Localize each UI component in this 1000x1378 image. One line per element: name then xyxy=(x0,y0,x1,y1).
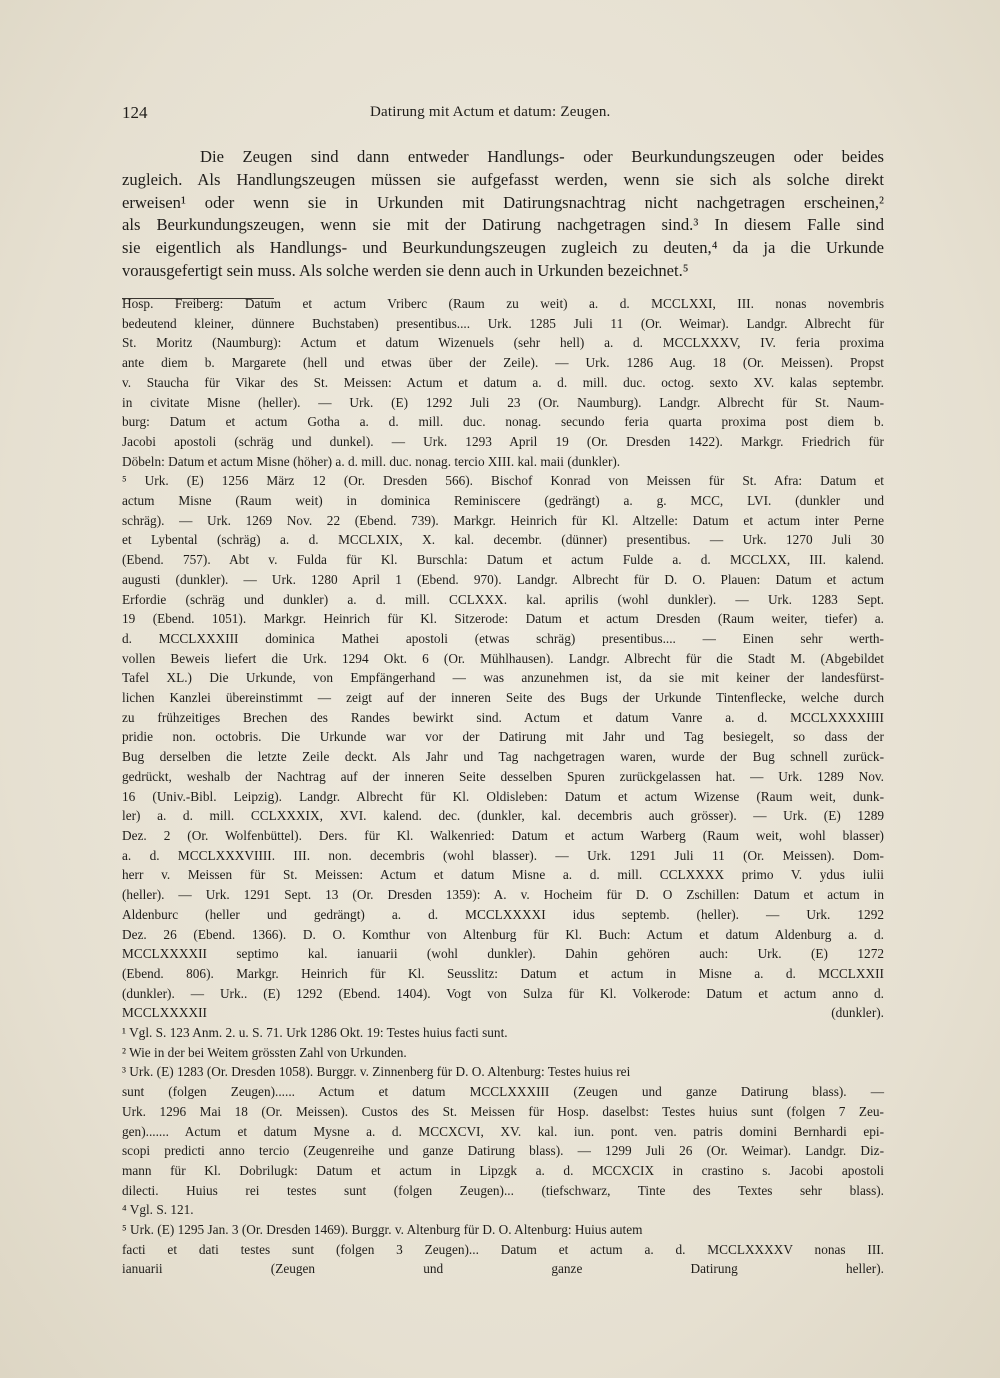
body-line: vorausgefertigt sein muss. Als solche werden sie denn auch in Urkunden bezeichnet.⁵ xyxy=(122,260,689,280)
footnote-line: ⁵ Urk. (E) 1256 März 12 (Or. Dresden 566). Bischof Konrad von Meissen für St. Afra: Datum et xyxy=(122,473,884,489)
footnote-line: ante diem b. Margarete (hell und etwas über der Zeile). — Urk. 1286 Aug. 18 (Or. Meissen). Propst xyxy=(122,355,884,371)
page-number: 124 xyxy=(122,103,148,122)
footnote-line: scopi predicti anno tercio (Zeugenreihe und ganze Datirung blass). — 1299 Juli 26 (Or. Weimar). Landgr. Diz- xyxy=(122,1143,884,1159)
footnote-line: ⁴ Vgl. S. 121. xyxy=(122,1202,194,1218)
footnote-line: 19 (Ebend. 1051). Markgr. Heinrich für Kl. Sitzerode: Datum et actum Dresden (Raum weiter, tiefer) a. xyxy=(122,611,884,627)
footnote-line: sunt (folgen Zeugen)...... Actum et datum MCCLXXXIII (Zeugen und ganze Datirung blass). — xyxy=(122,1084,884,1100)
footnote-line: schräg). — Urk. 1269 Nov. 22 (Ebend. 739). Markgr. Heinrich für Kl. Altzelle: Datum et actum inter Perne xyxy=(122,512,884,528)
main-paragraph xyxy=(122,146,884,283)
footnote-line: Aldenburc (heller und gedrängt) a. d. MCCLXXXXI idus septemb. (heller). — Urk. 1292 xyxy=(122,906,884,922)
body-line: zugleich. Als Handlungszeugen müssen sie aufgefasst werden, wenn sie sich als solche direkt xyxy=(122,169,884,189)
footnote-line: 16 (Univ.-Bibl. Leipzig). Landgr. Albrecht für Kl. Oldisleben: Datum et actum Wizense (Raum weit, dunk- xyxy=(122,788,884,804)
footnotes xyxy=(122,294,884,1279)
footnote-line: lichen Kanzlei übereinstimmt — zeigt auf der inneren Seite des Bugs der Urkunde Tintenflecke, welche durch xyxy=(122,690,884,706)
footnote-line: Urk. 1296 Mai 18 (Or. Meissen). Custos des St. Meissen für Hosp. daselbst: Testes huius sunt (folgen 7 Zeu- xyxy=(122,1103,884,1119)
footnote-line: ² Wie in der bei Weitem grössten Zahl von Urkunden. xyxy=(122,1044,407,1060)
footnote-line: MCCLXXXXII septimo kal. ianuarii (wohl dunkler). Dahin gehören auch: Urk. (E) 1272 xyxy=(122,946,884,962)
footnote-line: burg: Datum et actum Gotha a. d. mill. duc. nonag. secundo feria quarta proxima post diem b. xyxy=(122,414,884,430)
footnote-line: Jacobi apostoli (schräg und dunkel). — Urk. 1293 April 19 (Or. Dresden 1422). Markgr. Friedrich für xyxy=(122,433,884,449)
footnote-line: facti et dati testes sunt (folgen 3 Zeugen)... Datum et actum a. d. MCCLXXXXV nonas III. xyxy=(122,1241,884,1257)
running-title: Datirung mit Actum et datum: Zeugen. xyxy=(370,104,611,120)
footnote-line: d. MCCLXXXIII dominica Mathei apostoli (etwas schräg) presentibus.... — Einen sehr werth- xyxy=(122,630,884,646)
footnote-line: actum Misne (Raum weit) in dominica Reminiscere (gedrängt) a. g. MCC, LVI. (dunkler und xyxy=(122,493,884,509)
footnote-line: gedrückt, weshalb der Nachtrag auf der inneren Seite desselben Spuren zurückgelassen hat. — Urk. 1289 Nov. xyxy=(122,768,884,784)
footnote-line: Dez. 26 (Ebend. 1366). D. O. Komthur von Altenburg für Kl. Buch: Actum et datum Aldenburg a. d. xyxy=(122,926,884,942)
footnote-line: Hosp. Freiberg: Datum et actum Vriberc (Raum zu weit) a. d. MCCLXXI, III. nonas novembris xyxy=(122,296,884,311)
footnote-line: Döbeln: Datum et actum Misne (höher) a. d. mill. duc. nonag. tercio XIII. kal. maii (dunkler). xyxy=(122,453,621,469)
body-line: Die Zeugen sind dann entweder Handlungs- oder Beurkundungszeugen oder beides xyxy=(200,147,884,166)
body-line: erweisen¹ oder wenn sie in Urkunden mit Datirungsnachtrag nicht nachgetragen erscheinen,² xyxy=(122,192,884,212)
footnote-line: mann für Kl. Dobrilugk: Datum et actum in Lipzgk a. d. MCCXCIX in crastino s. Jacobi apostoli xyxy=(122,1162,884,1178)
footnote-line: gen)....... Actum et datum Mysne a. d. MCCXCVI, XV. kal. iun. pont. ven. patris domini Bernhardi epi- xyxy=(122,1123,884,1139)
footnote-line: zu frühzeitiges Brechen des Randes bewirkt sind. Actum et datum Vanre a. d. MCCLXXXXIIII xyxy=(122,709,884,725)
footnote-line: Bug derselben die letzte Zeile deckt. Als Jahr und Tag nachgetragen waren, wurde der Bug schnell zurück- xyxy=(122,749,884,765)
footnote-line: ³ Urk. (E) 1283 (Or. Dresden 1058). Burggr. v. Zinnenberg für D. O. Altenburg: Testes huius rei xyxy=(122,1064,631,1080)
footnote-line: bedeutend kleiner, dünnere Buchstaben) presentibus.... Urk. 1285 Juli 11 (Or. Weimar). Landgr. Albrecht für xyxy=(122,315,884,331)
footnote-line: ler) a. d. mill. CCLXXXIX, XVI. kalend. dec. (dunkler, kal. decembris auch grösser). — Urk. (E) 1289 xyxy=(122,808,884,824)
footnote-line: (dunkler). — Urk.. (E) 1292 (Ebend. 1404). Vogt von Sulza für Kl. Volkerode: Datum et actum anno d. xyxy=(122,985,884,1001)
footnote-line: Erfordie (schräg und dunkler) a. d. mill. CCLXXX. kal. aprilis (wohl dunkler). — Urk. 1283 Sept. xyxy=(122,591,884,607)
footnote-line: ianuarii (Zeugen und ganze Datirung heller). xyxy=(122,1261,884,1277)
footnote-line: (Ebend. 757). Abt v. Fulda für Kl. Burschla: Datum et actum Fulde a. d. MCCLXX, III. kalend. xyxy=(122,552,884,568)
footnote-line: MCCLXXXXII (dunkler). xyxy=(122,1005,884,1021)
footnote-line: augusti (dunkler). — Urk. 1280 April 1 (Ebend. 970). Landgr. Albrecht für D. O. Plauen: Datum et actum xyxy=(122,571,884,587)
page-header xyxy=(122,103,884,123)
footnote-line: in civitate Misne (heller). — Urk. (E) 1292 Juli 23 (Or. Naumburg). Landgr. Albrecht für St. Naum- xyxy=(122,394,884,410)
footnote-line: Dez. 2 (Or. Wolfenbüttel). Ders. für Kl. Walkenried: Datum et actum Warberg (Raum weit, wohl blasser) xyxy=(122,827,884,843)
body-line: sie eigentlich als Handlungs- und Beurkundungszeugen zugleich zu deuten,⁴ da ja die Urkunde xyxy=(122,238,884,258)
footnote-line: v. Staucha für Vikar des St. Meissen: Actum et datum a. d. mill. duc. octog. sexto XV. kalas septembr. xyxy=(122,374,884,390)
footnote-line: (heller). — Urk. 1291 Sept. 13 (Or. Dresden 1359): A. v. Hocheim für D. O Zschillen: Datum et actum in xyxy=(122,887,884,903)
footnote-line: herr v. Meissen für St. Meissen: Actum et datum Misne a. d. mill. CCLXXXX primo V. ydus iulii xyxy=(122,867,884,883)
footnote-line: Tafel XL.) Die Urkunde, von Empfängerhand — was anzunehmen ist, da sie mit keiner der landesfürst- xyxy=(122,670,884,686)
footnote-line: dilecti. Huius rei testes sunt (folgen Zeugen)... (tiefschwarz, Tinte des Textes sehr blass). xyxy=(122,1182,884,1198)
footnote-line: et Lybental (schräg) a. d. MCCLXIX, X. kal. decembr. (dünner) presentibus. — Urk. 1270 Juli 30 xyxy=(122,532,884,548)
footnote-line: ⁵ Urk. (E) 1295 Jan. 3 (Or. Dresden 1469). Burggr. v. Altenburg für D. O. Altenburg: Huius autem xyxy=(122,1222,643,1238)
footnote-line: St. Moritz (Naumburg): Actum et datum Wizenuels (sehr hell) a. d. MCCLXXXV, IV. feria proxima xyxy=(122,335,884,351)
footnote-line: a. d. MCCLXXXVIIII. III. non. decembris (wohl blasser). — Urk. 1291 Juli 11 (Or. Meissen). Dom- xyxy=(122,847,884,863)
footnote-line: pridie non. octobris. Die Urkunde war vor der Datirung mit Jahr und Tag besiegelt, so dass der xyxy=(122,729,884,745)
footnote-line: ¹ Vgl. S. 123 Anm. 2. u. S. 71. Urk 1286 Okt. 19: Testes huius facti sunt. xyxy=(122,1025,508,1041)
body-line: als Beurkundungszeugen, wenn sie mit der Datirung nachgetragen sind.³ In diesem Falle sind xyxy=(122,215,884,235)
footnote-line: (Ebend. 806). Markgr. Heinrich für Kl. Seusslitz: Datum et actum in Misne a. d. MCCLXXII xyxy=(122,965,884,981)
footnote-line: vollen Beweis liefert die Urk. 1294 Okt. 6 (Or. Mühlhausen). Landgr. Albrecht für die Stadt M. (Abgebildet xyxy=(122,650,884,666)
